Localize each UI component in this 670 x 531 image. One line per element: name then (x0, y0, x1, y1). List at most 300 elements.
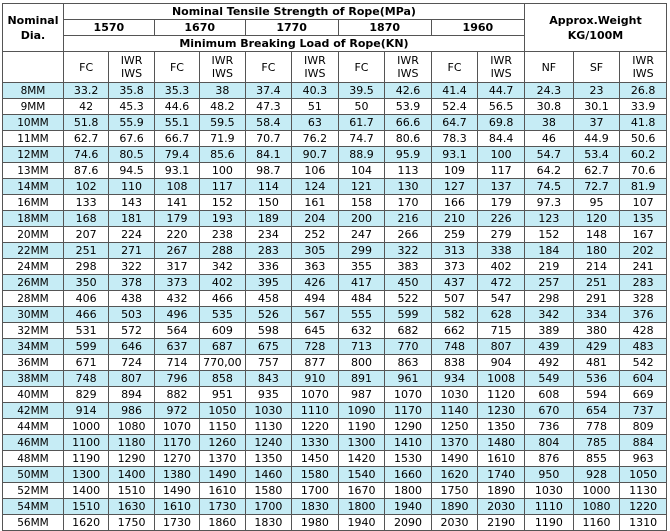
table-cell: 39.5 (338, 83, 385, 99)
table-cell: 1400 (63, 483, 108, 499)
table-cell: 216 (385, 211, 432, 227)
table-cell: 135 (620, 211, 667, 227)
table-cell: 599 (63, 339, 108, 355)
table-cell: 378 (109, 275, 154, 291)
table-cell: 44.7 (478, 83, 525, 99)
table-cell: 429 (573, 339, 620, 355)
table-cell: 70.7 (245, 131, 292, 147)
table-cell: 950 (524, 467, 573, 483)
table-cell: 395 (245, 275, 292, 291)
table-cell: 1700 (245, 499, 292, 515)
table-row (3, 99, 667, 115)
table-cell: 1030 (431, 387, 478, 403)
table-cell: 238 (200, 227, 245, 243)
table-cell: 74.5 (524, 179, 573, 195)
table-cell: 1130 (620, 483, 667, 499)
table-cell: 71.9 (200, 131, 245, 147)
table-cell: 882 (154, 387, 199, 403)
table-cell: 1610 (200, 483, 245, 499)
table-cell: 38 (200, 83, 245, 99)
table-cell: 928 (573, 467, 620, 483)
table-cell: 757 (245, 355, 292, 371)
table-cell: 251 (63, 243, 108, 259)
table-cell: 322 (385, 243, 432, 259)
table-cell: 224 (109, 227, 154, 243)
table-cell: 64.7 (431, 115, 478, 131)
table-cell: 150 (245, 195, 292, 211)
table-cell: 42 (63, 99, 108, 115)
table-cell: 1008 (478, 371, 525, 387)
table-cell: 1330 (292, 435, 339, 451)
table-cell: 251 (573, 275, 620, 291)
nominal-dia-cell: 44MM (3, 419, 64, 435)
table-cell: 1510 (63, 499, 108, 515)
table-cell: 1490 (200, 467, 245, 483)
table-cell: 298 (524, 291, 573, 307)
col-type: IWR IWS (109, 52, 154, 83)
table-cell: 380 (573, 323, 620, 339)
table-cell: 58.4 (245, 115, 292, 131)
table-cell: 67.6 (109, 131, 154, 147)
strength-1770: 1770 (245, 20, 338, 36)
nominal-dia-cell: 50MM (3, 467, 64, 483)
table-cell: 207 (63, 227, 108, 243)
col-type-nf: NF (524, 52, 573, 83)
nominal-dia-cell: 38MM (3, 371, 64, 387)
table-cell: 69.8 (478, 115, 525, 131)
table-cell: 234 (245, 227, 292, 243)
table-cell: 796 (154, 371, 199, 387)
table-cell: 599 (385, 307, 432, 323)
table-cell: 373 (154, 275, 199, 291)
table-row (3, 419, 667, 435)
table-cell: 637 (154, 339, 199, 355)
nominal-dia-cell: 32MM (3, 323, 64, 339)
table-cell: 935 (245, 387, 292, 403)
table-cell: 1190 (63, 451, 108, 467)
table-cell: 342 (200, 259, 245, 275)
table-cell: 41.8 (620, 115, 667, 131)
table-cell: 1830 (292, 499, 339, 515)
table-cell: 288 (200, 243, 245, 259)
table-cell: 1620 (431, 467, 478, 483)
table-cell: 84.1 (245, 147, 292, 163)
table-cell: 1080 (109, 419, 154, 435)
table-cell: 662 (431, 323, 478, 339)
table-cell: 170 (385, 195, 432, 211)
table-cell: 1300 (338, 435, 385, 451)
rope-spec-table-container (2, 3, 667, 531)
table-cell: 117 (478, 163, 525, 179)
table-cell: 986 (109, 403, 154, 419)
table-cell: 1300 (63, 467, 108, 483)
table-cell: 1070 (385, 387, 432, 403)
table-cell: 98.7 (245, 163, 292, 179)
table-cell: 1080 (573, 499, 620, 515)
table-cell: 582 (431, 307, 478, 323)
table-cell: 161 (292, 195, 339, 211)
table-cell: 428 (620, 323, 667, 339)
table-cell: 62.7 (63, 131, 108, 147)
table-cell: 322 (109, 259, 154, 275)
table-cell: 30.1 (573, 99, 620, 115)
table-cell: 466 (200, 291, 245, 307)
strength-1670: 1670 (154, 20, 245, 36)
table-cell: 107 (620, 195, 667, 211)
table-cell: 214 (573, 259, 620, 275)
table-cell: 1700 (292, 483, 339, 499)
table-cell: 70.6 (620, 163, 667, 179)
table-cell: 33.9 (620, 99, 667, 115)
table-row (3, 83, 667, 99)
table-cell: 646 (109, 339, 154, 355)
table-cell: 934 (431, 371, 478, 387)
table-row (3, 387, 667, 403)
table-cell: 328 (620, 291, 667, 307)
table-cell: 100 (200, 163, 245, 179)
table-cell: 53.9 (385, 99, 432, 115)
table-cell: 1100 (63, 435, 108, 451)
table-cell: 1890 (431, 499, 478, 515)
table-cell: 1350 (478, 419, 525, 435)
table-cell: 113 (385, 163, 432, 179)
table-cell: 167 (620, 227, 667, 243)
table-cell: 628 (478, 307, 525, 323)
table-cell: 494 (292, 291, 339, 307)
table-cell: 158 (338, 195, 385, 211)
table-cell: 130 (385, 179, 432, 195)
table-cell: 120 (573, 211, 620, 227)
table-cell: 1130 (245, 419, 292, 435)
table-cell: 355 (338, 259, 385, 275)
table-cell: 283 (620, 275, 667, 291)
nominal-dia-cell: 54MM (3, 499, 64, 515)
table-cell: 1670 (338, 483, 385, 499)
table-cell: 41.4 (431, 83, 478, 99)
table-row (3, 131, 667, 147)
nominal-dia-cell: 42MM (3, 403, 64, 419)
table-cell: 80.6 (385, 131, 432, 147)
table-cell: 1260 (200, 435, 245, 451)
table-cell: 481 (573, 355, 620, 371)
table-cell: 876 (524, 451, 573, 467)
table-cell: 291 (573, 291, 620, 307)
table-cell: 1370 (431, 435, 478, 451)
table-cell: 961 (385, 371, 432, 387)
table-cell: 2030 (431, 515, 478, 531)
table-cell: 51.8 (63, 115, 108, 131)
table-cell: 609 (200, 323, 245, 339)
table-cell: 124 (292, 179, 339, 195)
table-cell: 737 (620, 403, 667, 419)
table-cell: 426 (292, 275, 339, 291)
table-cell: 1140 (431, 403, 478, 419)
nominal-dia-cell: 16MM (3, 195, 64, 211)
table-cell: 1750 (431, 483, 478, 499)
nominal-dia-cell: 52MM (3, 483, 64, 499)
table-cell: 219 (524, 259, 573, 275)
table-cell: 671 (63, 355, 108, 371)
table-cell: 1380 (154, 467, 199, 483)
table-cell: 572 (109, 323, 154, 339)
table-cell: 1290 (385, 419, 432, 435)
table-cell: 1030 (524, 483, 573, 499)
table-cell: 1180 (109, 435, 154, 451)
table-row (3, 371, 667, 387)
table-cell: 1730 (200, 499, 245, 515)
table-cell: 108 (154, 179, 199, 195)
table-cell: 383 (385, 259, 432, 275)
table-cell: 94.5 (109, 163, 154, 179)
table-cell: 807 (109, 371, 154, 387)
col-type: FC (63, 52, 108, 83)
table-cell: 50.6 (620, 131, 667, 147)
table-cell: 542 (620, 355, 667, 371)
nominal-dia-cell: 28MM (3, 291, 64, 307)
table-cell: 785 (573, 435, 620, 451)
nominal-dia-cell: 34MM (3, 339, 64, 355)
table-cell: 334 (573, 307, 620, 323)
table-cell: 402 (200, 275, 245, 291)
table-cell: 100 (478, 147, 525, 163)
table-cell: 74.7 (338, 131, 385, 147)
nominal-dia-cell: 24MM (3, 259, 64, 275)
table-cell: 728 (292, 339, 339, 355)
table-cell: 522 (385, 291, 432, 307)
table-cell: 567 (292, 307, 339, 323)
table-cell: 166 (431, 195, 478, 211)
table-cell: 342 (524, 307, 573, 323)
col-type: FC (338, 52, 385, 83)
tensile-strength-header: Nominal Tensile Strength of Rope(MPa) (63, 4, 524, 20)
table-cell: 85.6 (200, 147, 245, 163)
table-cell: 24.3 (524, 83, 573, 99)
table-cell: 1940 (385, 499, 432, 515)
nominal-dia-cell: 46MM (3, 435, 64, 451)
table-cell: 66.6 (385, 115, 432, 131)
table-cell: 669 (620, 387, 667, 403)
table-cell: 143 (109, 195, 154, 211)
table-cell: 1660 (385, 467, 432, 483)
table-cell: 137 (478, 179, 525, 195)
table-cell: 1540 (338, 467, 385, 483)
table-cell: 1050 (620, 467, 667, 483)
table-cell: 1290 (109, 451, 154, 467)
table-cell: 951 (200, 387, 245, 403)
table-cell: 549 (524, 371, 573, 387)
nominal-dia-cell: 18MM (3, 211, 64, 227)
table-cell: 1190 (524, 515, 573, 531)
table-cell: 724 (109, 355, 154, 371)
table-cell: 313 (431, 243, 478, 259)
table-cell: 838 (431, 355, 478, 371)
table-cell: 1610 (478, 451, 525, 467)
table-cell: 33.2 (63, 83, 108, 99)
table-cell: 1120 (478, 387, 525, 403)
table-cell: 675 (245, 339, 292, 355)
table-row (3, 435, 667, 451)
table-cell: 1270 (154, 451, 199, 467)
table-cell: 102 (63, 179, 108, 195)
table-cell: 437 (431, 275, 478, 291)
nominal-dia-cell: 8MM (3, 83, 64, 99)
table-row (3, 179, 667, 195)
table-cell: 598 (245, 323, 292, 339)
table-cell: 736 (524, 419, 573, 435)
table-row (3, 467, 667, 483)
table-cell: 54.7 (524, 147, 573, 163)
table-cell: 55.1 (154, 115, 199, 131)
table-row (3, 259, 667, 275)
table-cell: 220 (154, 227, 199, 243)
table-cell: 148 (573, 227, 620, 243)
table-cell: 910 (292, 371, 339, 387)
table-cell: 503 (109, 307, 154, 323)
table-cell: 1510 (109, 483, 154, 499)
table-cell: 778 (573, 419, 620, 435)
table-cell: 632 (338, 323, 385, 339)
table-cell: 46 (524, 131, 573, 147)
table-cell: 1250 (431, 419, 478, 435)
table-cell: 133 (63, 195, 108, 211)
table-cell: 1490 (431, 451, 478, 467)
table-cell: 417 (338, 275, 385, 291)
table-cell: 526 (245, 307, 292, 323)
table-cell: 1240 (245, 435, 292, 451)
table-cell: 714 (154, 355, 199, 371)
table-cell: 1610 (154, 499, 199, 515)
table-cell: 507 (431, 291, 478, 307)
nominal-dia-cell: 12MM (3, 147, 64, 163)
breaking-load-header: Minimum Breaking Load of Rope(KN) (63, 36, 524, 52)
table-cell: 78.3 (431, 131, 478, 147)
table-cell: 338 (478, 243, 525, 259)
table-cell: 35.8 (109, 83, 154, 99)
table-cell: 26.8 (620, 83, 667, 99)
table-cell: 687 (200, 339, 245, 355)
table-cell: 1630 (109, 499, 154, 515)
col-type: IWR IWS (478, 52, 525, 83)
table-row (3, 515, 667, 531)
table-cell: 117 (200, 179, 245, 195)
table-cell: 1800 (385, 483, 432, 499)
table-cell: 53.4 (573, 147, 620, 163)
table-cell: 466 (63, 307, 108, 323)
table-cell: 80.5 (109, 147, 154, 163)
table-row (3, 291, 667, 307)
table-cell: 1580 (292, 467, 339, 483)
table-cell: 37.4 (245, 83, 292, 99)
table-cell: 110 (109, 179, 154, 195)
strength-1570: 1570 (63, 20, 154, 36)
table-cell: 179 (478, 195, 525, 211)
table-cell: 536 (573, 371, 620, 387)
table-cell: 259 (431, 227, 478, 243)
table-cell: 1490 (154, 483, 199, 499)
table-cell: 1940 (338, 515, 385, 531)
table-cell: 257 (524, 275, 573, 291)
table-cell: 1030 (245, 403, 292, 419)
table-cell: 564 (154, 323, 199, 339)
table-cell: 1420 (338, 451, 385, 467)
table-cell: 1460 (245, 467, 292, 483)
table-cell: 66.7 (154, 131, 199, 147)
table-row (3, 227, 667, 243)
table-cell: 93.1 (154, 163, 199, 179)
table-row (3, 483, 667, 499)
table-cell: 61.7 (338, 115, 385, 131)
table-cell: 884 (620, 435, 667, 451)
nominal-dia-cell: 56MM (3, 515, 64, 531)
table-cell: 1000 (63, 419, 108, 435)
table-cell: 271 (109, 243, 154, 259)
nominal-dia-cell: 10MM (3, 115, 64, 131)
table-cell: 1310 (620, 515, 667, 531)
table-cell: 267 (154, 243, 199, 259)
table-cell: 59.5 (200, 115, 245, 131)
table-cell: 1220 (620, 499, 667, 515)
table-body (3, 83, 667, 531)
table-cell: 604 (620, 371, 667, 387)
nominal-dia-cell: 22MM (3, 243, 64, 259)
table-cell: 987 (338, 387, 385, 403)
nominal-dia-cell: 11MM (3, 131, 64, 147)
blank-cell (3, 52, 64, 83)
table-cell: 402 (478, 259, 525, 275)
table-cell: 804 (524, 435, 573, 451)
table-cell: 97.3 (524, 195, 573, 211)
table-cell: 84.4 (478, 131, 525, 147)
table-cell: 450 (385, 275, 432, 291)
table-cell: 76.2 (292, 131, 339, 147)
table-cell: 50 (338, 99, 385, 115)
table-cell: 608 (524, 387, 573, 403)
table-cell: 1450 (292, 451, 339, 467)
table-row (3, 163, 667, 179)
table-cell: 63 (292, 115, 339, 131)
table-cell: 114 (245, 179, 292, 195)
col-type: FC (154, 52, 199, 83)
table-cell: 87.6 (63, 163, 108, 179)
table-cell: 654 (573, 403, 620, 419)
table-cell: 1400 (109, 467, 154, 483)
table-cell: 305 (292, 243, 339, 259)
table-cell: 200 (338, 211, 385, 227)
table-cell: 1620 (63, 515, 108, 531)
table-cell: 266 (385, 227, 432, 243)
table-cell: 47.3 (245, 99, 292, 115)
table-cell: 2030 (478, 499, 525, 515)
table-cell: 877 (292, 355, 339, 371)
table-cell: 713 (338, 339, 385, 355)
table-cell: 645 (292, 323, 339, 339)
table-cell: 1190 (338, 419, 385, 435)
table-cell: 809 (620, 419, 667, 435)
table-cell: 88.9 (338, 147, 385, 163)
table-cell: 863 (385, 355, 432, 371)
table-row (3, 195, 667, 211)
table-row (3, 243, 667, 259)
col-type-sf: SF (573, 52, 620, 83)
table-cell: 1830 (245, 515, 292, 531)
table-cell: 1730 (154, 515, 199, 531)
table-cell: 2090 (385, 515, 432, 531)
table-cell: 1750 (109, 515, 154, 531)
table-cell: 1530 (385, 451, 432, 467)
table-cell: 770,00 (200, 355, 245, 371)
table-cell: 1350 (245, 451, 292, 467)
table-cell: 438 (109, 291, 154, 307)
